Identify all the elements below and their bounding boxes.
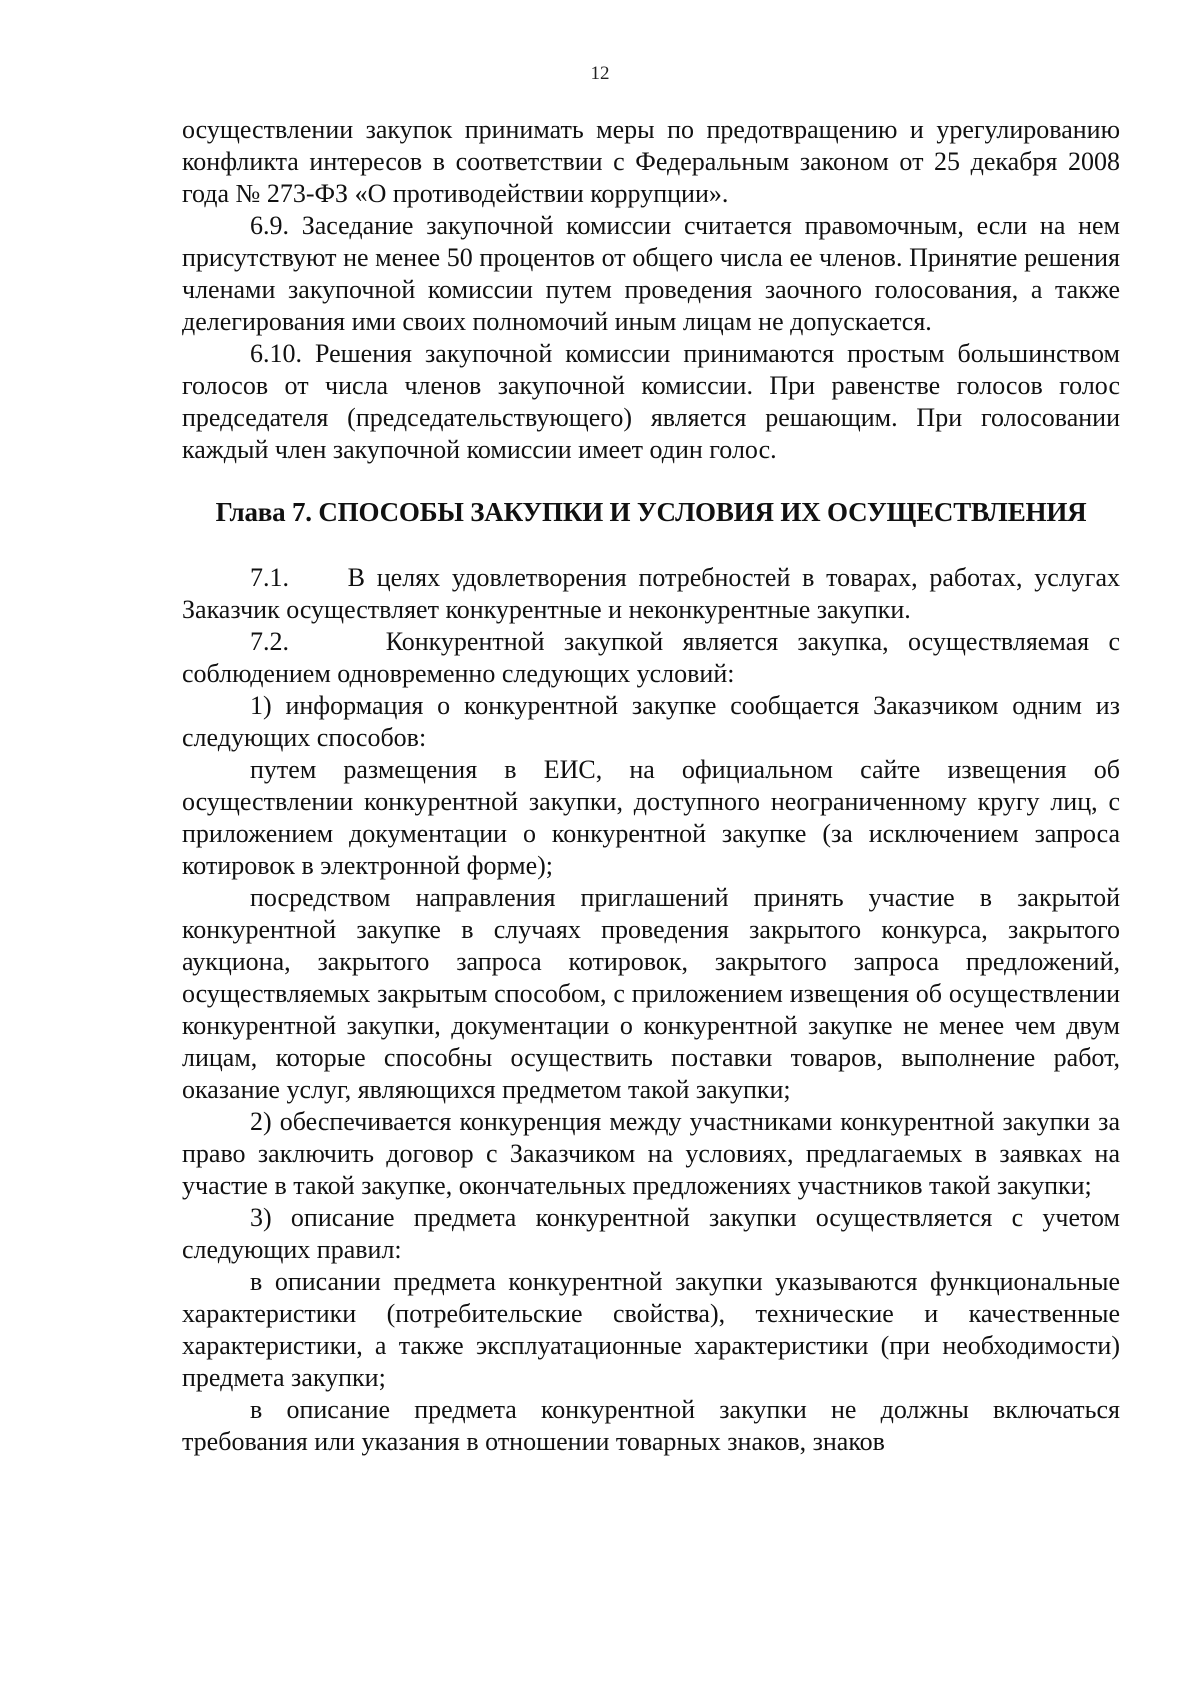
paragraph-6-10-voting: 6.10. Решения закупочной комиссии принимаются простым большинством голосов от числа членов закупочной комиссии. При равенстве голосов голос председателя (председательствующего) является решающим. При голосовании каждый член закупочной комиссии имеет один голос. bbox=[182, 339, 1120, 464]
paragraph-description-rule-1: в описании предмета конкурентной закупки указываются функциональные характеристики (потребительские свойства), технические и качественные характеристики, а также эксплуатационные характеристики (при необходимости) предмета закупки; bbox=[182, 1267, 1120, 1392]
paragraph-condition-1: 1) информация о конкурентной закупке сообщается Заказчиком одним из следующих способов: bbox=[182, 691, 1120, 752]
paragraph-7-1: 7.1. В целях удовлетворения потребностей в товарах, работах, услугах Заказчик осуществляет конкурентные и неконкурентные закупки. bbox=[182, 563, 1127, 624]
paragraph-6-9-quorum: 6.9. Заседание закупочной комиссии считается правомочным, если на нем присутствуют не менее 50 процентов от общего числа ее членов. Принятие решения членами закупочной комиссии путем проведения заочного голосования, а также делегирования ими своих полномочий иным лицам не допускается. bbox=[182, 211, 1120, 336]
paragraph-condition-2: 2) обеспечивается конкуренция между участниками конкурентной закупки за право заключить договор с Заказчиком на условиях, предлагаемых в заявках на участие в такой закупке, окончательных предложениях участников такой закупки; bbox=[182, 1107, 1120, 1200]
paragraph-7-2: 7.2. Конкурентной закупкой является закупка, осуществляемая с соблюдением одновременно следующих условий: bbox=[182, 627, 1127, 688]
paragraph-condition-3: 3) описание предмета конкурентной закупки осуществляется с учетом следующих правил: bbox=[182, 1203, 1120, 1264]
page-number: 12 bbox=[590, 63, 610, 84]
paragraph-description-rule-2: в описание предмета конкурентной закупки не должны включаться требования или указания в отношении товарных знаков, знаков bbox=[182, 1395, 1120, 1456]
paragraph-closed-invitations: посредством направления приглашений принять участие в закрытой конкурентной закупке в случаях проведения закрытого конкурса, закрытого аукциона, закрытого запроса котировок, закрытого запроса предложений, осуществляемых закрытым способом, с приложением извещения об осуществлении конкурентной закупки, документации о конкурентной закупке не менее чем двум лицам, которые способны осуществить поставки товаров, выполнение работ, оказание услуг, являющихся предметом такой закупки; bbox=[182, 883, 1120, 1104]
paragraph-conflict-of-interest: осуществлении закупок принимать меры по предотвращению и урегулированию конфликта интересов в соответствии с Федеральным законом от 25 декабря 2008 года № 273-ФЗ «О противодействии коррупции». bbox=[182, 115, 1120, 208]
document-body bbox=[182, 114, 1127, 1458]
chapter-title: Глава 7. СПОСОБЫ ЗАКУПКИ И УСЛОВИЯ ИХ ОСУЩЕСТВЛЕНИЯ bbox=[215, 497, 1087, 527]
paragraph-eis-publication: путем размещения в ЕИС, на официальном сайте извещения об осуществлении конкурентной закупки, доступного неограниченному кругу лиц, с приложением документации о конкурентной закупке (за исключением запроса котировок в электронной форме); bbox=[182, 755, 1120, 880]
